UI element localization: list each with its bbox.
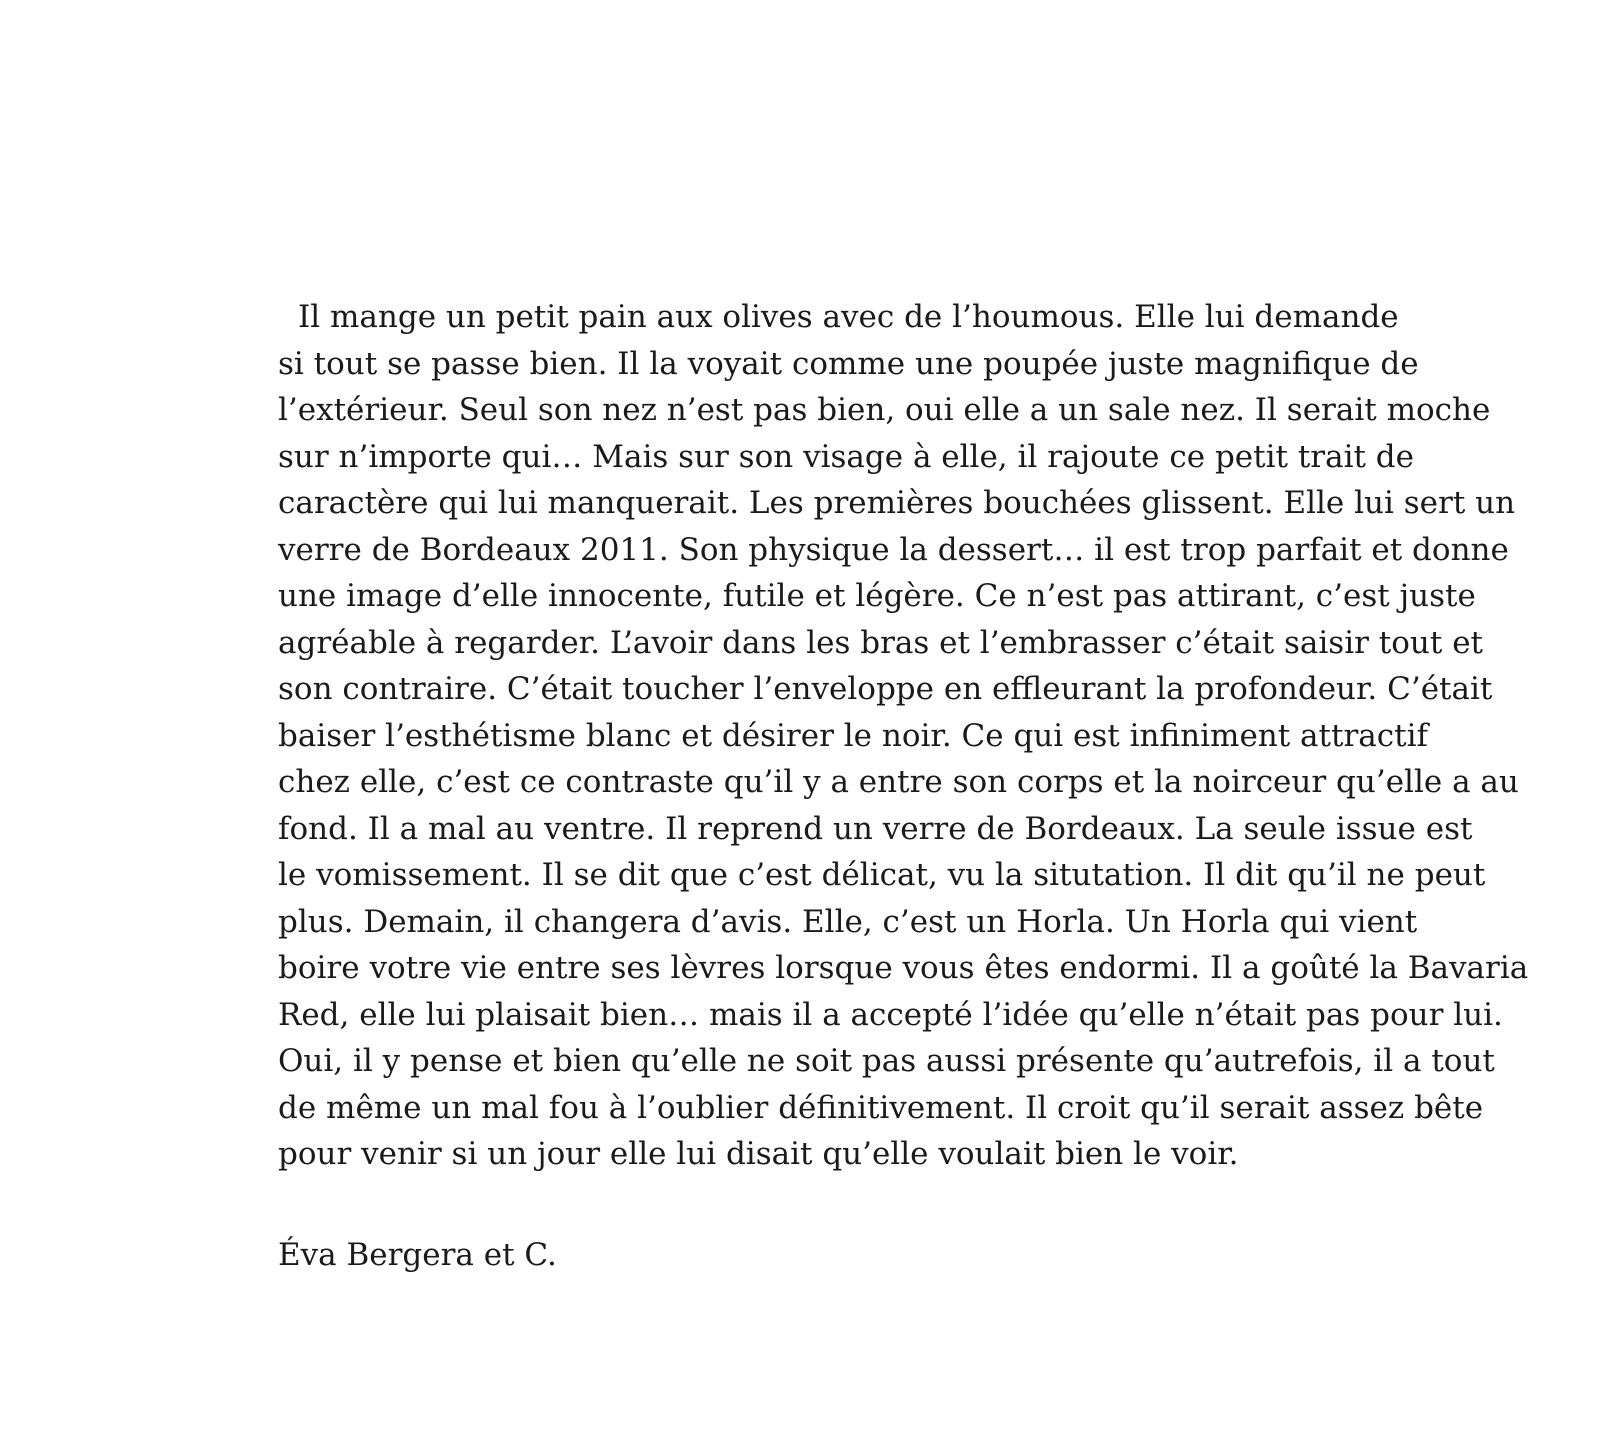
paragraph-line: chez elle, c’est ce contraste qu’il y a entre son corps et la noirceur qu’elle a au (278, 764, 1519, 800)
paragraph-line: sur n’importe qui… Mais sur son visage à elle, il rajoute ce petit trait de (278, 438, 1414, 475)
paragraph-line: baiser l’esthétisme blanc et désirer le noir. Ce qui est infiniment attractif (278, 717, 1428, 754)
paragraph-line: caractère qui lui manquerait. Les premières bouchées glissent. Elle lui sert un (278, 485, 1516, 521)
paragraph-line: plus. Demain, il changera d’avis. Elle, c’est un Horla. Un Horla qui vient (278, 903, 1418, 940)
paragraph-line: verre de Bordeaux 2011. Son physique la dessert… il est trop parfait et donne (278, 531, 1509, 568)
paragraph-line: Oui, il y pense et bien qu’elle ne soit pas aussi présente qu’autrefois, il a tout (278, 1043, 1495, 1079)
paragraph-line: boire votre vie entre ses lèvres lorsque vous êtes endormi. Il a goûté la Bavaria (278, 950, 1529, 986)
paragraph-line: son contraire. C’était toucher l’enveloppe en effleurant la profondeur. C’était (278, 671, 1493, 707)
paragraph-line: le vomissement. Il se dit que c’est délicat, vu la situtation. Il dit qu’il ne peut (278, 857, 1486, 893)
body-paragraph (278, 294, 1529, 1178)
paragraph-line: fond. Il a mal au ventre. Il reprend un verre de Bordeaux. La seule issue est (278, 810, 1473, 847)
paragraph-line: agréable à regarder. L’avoir dans les bras et l’embrasser c’était saisir tout et (278, 624, 1484, 661)
paragraph-line: l’extérieur. Seul son nez n’est pas bien, oui elle a un sale nez. Il serait moche (278, 392, 1491, 428)
paragraph-line: Red, elle lui plaisait bien… mais il a accepté l’idée qu’elle n’était pas pour lui. (278, 996, 1503, 1033)
paragraph-line: de même un mal fou à l’oublier définitivement. Il croit qu’il serait assez bête (278, 1089, 1484, 1126)
paragraph-line: une image d’elle innocente, futile et légère. Ce n’est pas attirant, c’est juste (278, 578, 1476, 614)
signature: Éva Bergera et C. (278, 1237, 557, 1273)
paragraph-line: si tout se passe bien. Il la voyait comme une poupée juste magnifique de (278, 345, 1419, 382)
paragraph-line: Il mange un petit pain aux olives avec de l’houmous. Elle lui demande (298, 299, 1399, 335)
paragraph-line: pour venir si un jour elle lui disait qu’elle voulait bien le voir. (278, 1136, 1239, 1172)
